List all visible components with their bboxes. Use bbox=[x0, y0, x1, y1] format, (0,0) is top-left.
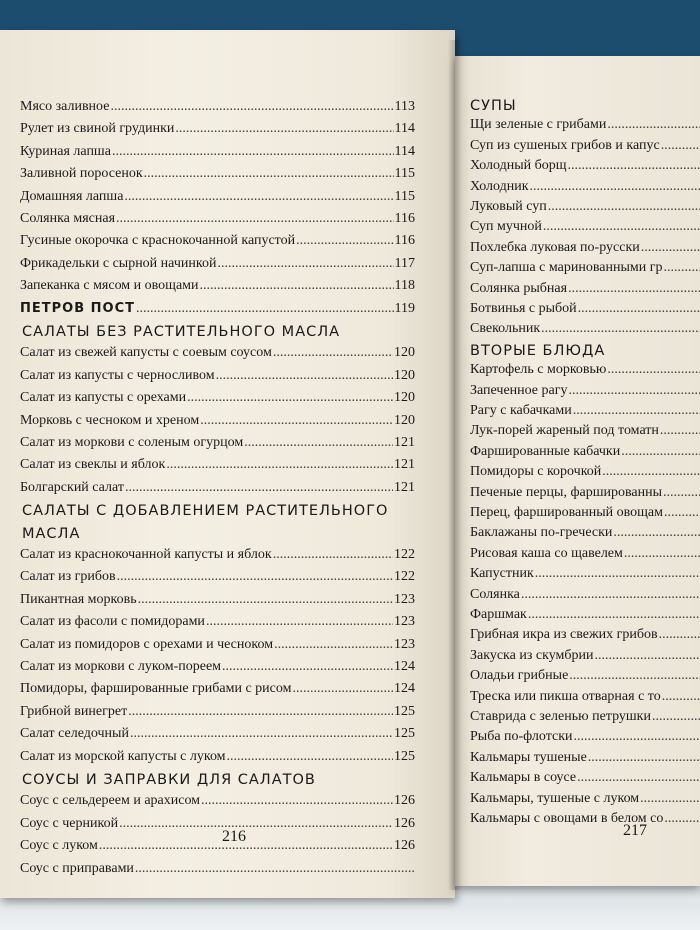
toc-leader-dots bbox=[624, 544, 700, 564]
toc-entry-page: 121 bbox=[394, 435, 415, 450]
toc-entry-page: 121 bbox=[394, 457, 415, 473]
toc-entry-page: 122 bbox=[394, 547, 415, 562]
toc-leader-dots bbox=[588, 748, 700, 768]
toc-entry-title: Щи зеленые с грибами bbox=[470, 117, 607, 133]
toc-entry bbox=[20, 590, 415, 610]
toc-entry-title: Лук-порей жареный под томатн bbox=[470, 423, 659, 439]
toc-entry-page: 114 bbox=[394, 143, 415, 159]
toc-entry-title: Куриная лапша bbox=[20, 143, 111, 159]
toc-entry bbox=[20, 164, 415, 184]
toc-entry-title: Закуска из скумбрии bbox=[470, 647, 594, 663]
toc-entry bbox=[20, 231, 415, 251]
toc-leader-dots bbox=[660, 421, 700, 441]
toc-entry bbox=[20, 836, 415, 856]
toc-leader-dots bbox=[244, 433, 393, 453]
toc-entry-title: Фрикадельки с сырной начинкой bbox=[20, 255, 217, 271]
toc-entry bbox=[20, 299, 415, 319]
toc-entry bbox=[470, 666, 700, 686]
toc-entry bbox=[470, 503, 700, 523]
toc-leader-dots bbox=[569, 666, 700, 686]
toc-entry bbox=[20, 97, 415, 117]
toc-entry-title: Помидоры с корочкой bbox=[470, 464, 602, 480]
toc-entry-page: 116 bbox=[394, 233, 415, 249]
section-heading: МАСЛА bbox=[22, 525, 81, 542]
toc-entry-page: 117 bbox=[394, 255, 415, 271]
toc-entry-page: 123 bbox=[394, 614, 415, 630]
toc-entry-title: Салат из фасоли с помидорами bbox=[20, 614, 205, 630]
left-page-number: 216 bbox=[222, 828, 246, 845]
toc-leader-dots bbox=[110, 97, 393, 117]
toc-entry-page: 116 bbox=[394, 211, 415, 226]
toc-entry-title: Салат из капусты с черносливом bbox=[20, 367, 215, 383]
toc-entry bbox=[470, 401, 700, 421]
toc-entry-page: 126 bbox=[394, 793, 415, 809]
toc-entry-title: Морковь с чесноком и хреном bbox=[20, 412, 200, 428]
toc-entry-title: Салат из краснокочанной капусты и яблок bbox=[20, 547, 272, 562]
toc-entry bbox=[470, 564, 700, 584]
toc-entry bbox=[470, 768, 700, 788]
toc-entry-page: 120 bbox=[394, 390, 415, 406]
toc-entry bbox=[470, 462, 700, 482]
toc-entry bbox=[470, 177, 700, 197]
toc-entry bbox=[470, 809, 700, 829]
toc-entry-title: Салат из свеклы и яблок bbox=[20, 457, 166, 473]
toc-entry-page: 119 bbox=[394, 300, 415, 316]
toc-entry-title: Грибной винегрет bbox=[20, 703, 128, 719]
toc-leader-dots bbox=[602, 462, 700, 482]
toc-leader-dots bbox=[119, 814, 393, 834]
toc-entry bbox=[470, 238, 700, 258]
toc-leader-dots bbox=[117, 567, 393, 587]
toc-entry-title: Грибная икра из свежих грибов bbox=[470, 627, 658, 643]
toc-leader-dots bbox=[661, 136, 700, 156]
toc-entry bbox=[20, 187, 415, 207]
toc-leader-dots bbox=[613, 523, 700, 543]
toc-entry-page: 120 bbox=[394, 367, 415, 383]
toc-entry-title: Соус с сельдереем и арахисом bbox=[20, 793, 201, 809]
book-gutter bbox=[448, 40, 462, 890]
toc-entry bbox=[20, 567, 415, 587]
toc-entry-title: Домашняя лапша bbox=[20, 188, 124, 204]
toc-entry-title: Кальмары, тушеные с луком bbox=[470, 790, 640, 806]
toc-leader-dots bbox=[594, 646, 700, 666]
toc-entry-page: 125 bbox=[394, 748, 415, 764]
toc-leader-dots bbox=[664, 503, 700, 523]
toc-entry-page: 120 bbox=[394, 412, 415, 428]
toc-leader-dots bbox=[274, 635, 393, 655]
toc-entry bbox=[470, 605, 700, 625]
toc-entry-title: Салат из грибов bbox=[20, 569, 116, 585]
toc-leader-dots bbox=[175, 119, 393, 139]
toc-entry bbox=[20, 859, 415, 879]
toc-entry-page: 124 bbox=[394, 681, 415, 697]
toc-entry-title: Рагу с кабачками bbox=[470, 403, 572, 418]
toc-entry bbox=[470, 115, 700, 135]
section-heading: САЛАТЫ С ДОБАВЛЕНИЕМ РАСТИТЕЛЬНОГО bbox=[22, 503, 389, 520]
toc-entry-page: 118 bbox=[394, 278, 415, 294]
toc-entry bbox=[20, 635, 415, 655]
toc-leader-dots bbox=[607, 115, 700, 135]
toc-entry bbox=[20, 478, 415, 498]
toc-leader-dots bbox=[201, 791, 393, 811]
toc-entry bbox=[470, 687, 700, 707]
toc-leader-dots bbox=[296, 231, 393, 251]
toc-leader-dots bbox=[578, 299, 700, 319]
toc-entry bbox=[470, 727, 700, 747]
toc-entry-title: Кальмары с овощами в белом со bbox=[470, 811, 664, 826]
toc-entry-title: Солянка bbox=[470, 586, 520, 602]
toc-entry-title: Суп мучной bbox=[470, 219, 542, 235]
toc-entry bbox=[20, 679, 415, 699]
toc-entry-title: Солянка рыбная bbox=[470, 280, 568, 296]
toc-entry bbox=[470, 156, 700, 176]
toc-entry bbox=[20, 276, 415, 296]
toc-leader-dots bbox=[200, 276, 394, 296]
toc-entry bbox=[20, 433, 415, 453]
toc-entry-title: Соус с приправами bbox=[20, 860, 134, 876]
toc-entry-page: 125 bbox=[394, 703, 415, 719]
toc-entry-page: 120 bbox=[394, 345, 415, 361]
toc-entry-title: Соус с луком bbox=[20, 838, 98, 854]
toc-entry bbox=[470, 442, 700, 462]
toc-leader-dots bbox=[577, 768, 700, 788]
toc-leader-dots bbox=[222, 657, 393, 677]
toc-leader-dots bbox=[130, 724, 393, 744]
toc-leader-dots bbox=[621, 442, 700, 462]
toc-entry-title: Луковый суп bbox=[470, 199, 547, 214]
toc-leader-dots bbox=[200, 411, 393, 431]
toc-entry-title: Салат из помидоров с орехами и чесноком bbox=[20, 636, 274, 652]
right-page-number: 217 bbox=[623, 822, 647, 839]
toc-entry bbox=[470, 483, 700, 503]
toc-entry-title: Салат из моркови с луком-пореем bbox=[20, 659, 222, 674]
toc-entry-title: Кальмары тушеные bbox=[470, 749, 587, 765]
toc-entry bbox=[20, 411, 415, 431]
toc-entry-title: Салат селедочный bbox=[20, 726, 129, 742]
toc-entry-title: Мясо заливное bbox=[20, 99, 110, 114]
toc-entry bbox=[20, 791, 415, 811]
toc-leader-dots bbox=[641, 238, 700, 258]
toc-entry-page: 125 bbox=[394, 726, 415, 742]
toc-entry-title: Ставрида с зеленью петрушки bbox=[470, 709, 651, 724]
toc-entry-page: 115 bbox=[394, 188, 415, 204]
toc-entry-title: Картофель с морковью bbox=[470, 362, 607, 378]
toc-entry-page: 126 bbox=[394, 838, 415, 854]
toc-entry-title: Запеченное рагу bbox=[470, 382, 568, 398]
toc-entry bbox=[470, 544, 700, 564]
toc-leader-dots bbox=[573, 401, 700, 421]
toc-entry-title: Салат из свежей капусты с соевым соусом bbox=[20, 345, 272, 361]
toc-leader-dots bbox=[663, 258, 700, 278]
toc-leader-dots bbox=[187, 388, 393, 408]
toc-entry bbox=[470, 258, 700, 278]
toc-entry-title: Болгарский салат bbox=[20, 479, 124, 495]
toc-entry-title: Рисовая каша со щавелем bbox=[470, 545, 623, 561]
toc-leader-dots bbox=[138, 590, 393, 610]
section-heading: СОУСЫ И ЗАПРАВКИ ДЛЯ САЛАТОВ bbox=[22, 772, 316, 788]
toc-entry-title: Ботвинья с рыбой bbox=[470, 301, 577, 316]
toc-entry-title: Заливной поросенок bbox=[20, 166, 143, 182]
toc-entry-title: Холодник bbox=[470, 178, 529, 194]
toc-entry bbox=[470, 381, 700, 401]
toc-entry-title: Помидоры, фаршированные грибами с рисом bbox=[20, 681, 292, 697]
toc-leader-dots bbox=[535, 564, 700, 584]
toc-leader-dots bbox=[548, 197, 700, 217]
toc-leader-dots bbox=[125, 478, 393, 498]
toc-leader-dots bbox=[128, 702, 393, 722]
toc-entry bbox=[470, 789, 700, 809]
toc-entry bbox=[20, 814, 415, 834]
toc-leader-dots bbox=[216, 366, 393, 386]
toc-entry-title: Перец, фаршированный овощам bbox=[470, 505, 663, 520]
toc-entry-title: Салат из моркови с соленым огурцом bbox=[20, 435, 244, 450]
toc-entry-title: Салат из морской капусты с луком bbox=[20, 748, 226, 764]
toc-entry bbox=[20, 209, 415, 229]
toc-entry bbox=[470, 299, 700, 319]
toc-leader-dots bbox=[640, 789, 700, 809]
toc-entry-title: Солянка мясная bbox=[20, 211, 116, 226]
toc-entry bbox=[470, 748, 700, 768]
toc-entry-page: 113 bbox=[394, 99, 415, 114]
toc-leader-dots bbox=[574, 727, 700, 747]
toc-entry bbox=[470, 707, 700, 727]
toc-leader-dots bbox=[663, 483, 700, 503]
toc-entry-page: 126 bbox=[394, 815, 415, 831]
toc-entry-page: 123 bbox=[394, 636, 415, 652]
toc-entry-title: Кальмары в соусе bbox=[470, 770, 577, 786]
toc-leader-dots bbox=[135, 859, 414, 879]
toc-leader-dots bbox=[568, 156, 700, 176]
toc-leader-dots bbox=[292, 679, 393, 699]
toc-entry bbox=[470, 217, 700, 237]
toc-entry bbox=[470, 360, 700, 380]
toc-entry-page: 114 bbox=[394, 121, 415, 137]
toc-leader-dots bbox=[112, 142, 394, 162]
toc-entry-title: Салат из капусты с орехами bbox=[20, 390, 187, 406]
toc-leader-dots bbox=[659, 625, 700, 645]
toc-entry-page: 124 bbox=[394, 659, 415, 674]
toc-entry-title: Фаршированные кабачки bbox=[470, 443, 621, 459]
toc-entry bbox=[470, 585, 700, 605]
toc-leader-dots bbox=[206, 612, 393, 632]
toc-entry-title: Запеканка с мясом и овощами bbox=[20, 278, 199, 294]
toc-entry bbox=[470, 523, 700, 543]
toc-leader-dots bbox=[568, 279, 700, 299]
toc-entry-title: Баклажаны по-гречески bbox=[470, 525, 613, 541]
toc-leader-dots bbox=[136, 299, 394, 319]
toc-leader-dots bbox=[543, 217, 700, 237]
toc-entry bbox=[20, 545, 415, 565]
toc-entry-page: 115 bbox=[394, 166, 415, 182]
toc-leader-dots bbox=[124, 187, 393, 207]
toc-leader-dots bbox=[530, 177, 700, 197]
toc-entry bbox=[470, 625, 700, 645]
toc-leader-dots bbox=[664, 809, 700, 829]
toc-leader-dots bbox=[217, 254, 393, 274]
toc-entry-title: Оладьи грибные bbox=[470, 668, 569, 684]
toc-entry bbox=[20, 724, 415, 744]
toc-leader-dots bbox=[144, 164, 394, 184]
toc-entry bbox=[20, 702, 415, 722]
section-heading: СУПЫ bbox=[470, 98, 517, 114]
toc-entry bbox=[20, 747, 415, 767]
toc-entry bbox=[470, 136, 700, 156]
toc-leader-dots bbox=[541, 319, 700, 339]
toc-entry-title: Рулет из свиной грудинки bbox=[20, 121, 175, 137]
toc-entry bbox=[470, 421, 700, 441]
toc-entry-title: Холодный борщ bbox=[470, 158, 567, 174]
toc-entry bbox=[20, 142, 415, 162]
toc-entry-title: Печеные перцы, фаршированны bbox=[470, 484, 663, 500]
section-heading: САЛАТЫ БЕЗ РАСТИТЕЛЬНОГО МАСЛА bbox=[22, 324, 341, 340]
toc-leader-dots bbox=[273, 343, 393, 363]
section-heading: ВТОРЫЕ БЛЮДА bbox=[470, 342, 606, 359]
toc-entry-page: 121 bbox=[394, 479, 415, 495]
toc-entry-title: Похлебка луковая по-русски bbox=[470, 239, 640, 255]
toc-entry-title: Свекольник bbox=[470, 321, 541, 337]
toc-entry-title: Рыба по-флотски bbox=[470, 729, 573, 745]
toc-leader-dots bbox=[607, 360, 700, 380]
toc-entry bbox=[20, 366, 415, 386]
toc-entry bbox=[470, 197, 700, 217]
toc-leader-dots bbox=[521, 585, 700, 605]
toc-entry bbox=[470, 279, 700, 299]
toc-entry-title: Гусиные окорочка с краснокочанной капустой bbox=[20, 233, 296, 249]
toc-entry-title: Суп-лапша с маринованными гр bbox=[470, 260, 663, 276]
toc-entry-title: Фаршмак bbox=[470, 607, 527, 622]
toc-entry bbox=[20, 343, 415, 363]
toc-leader-dots bbox=[662, 687, 700, 707]
toc-entry-page: 122 bbox=[394, 569, 415, 585]
toc-entry-title: ПЕТРОВ ПОСТ bbox=[20, 300, 135, 316]
toc-entry-title: Пикантная морковь bbox=[20, 591, 137, 607]
toc-entry-page: 123 bbox=[394, 591, 415, 607]
toc-leader-dots bbox=[273, 545, 393, 565]
toc-entry-title: Капустник bbox=[470, 566, 534, 582]
toc-entry bbox=[470, 646, 700, 666]
toc-entry-title: Треска или пикша отварная с то bbox=[470, 688, 661, 704]
toc-entry bbox=[20, 455, 415, 475]
toc-entry-title: Соус с черникой bbox=[20, 815, 119, 831]
toc-entry bbox=[20, 254, 415, 274]
toc-entry-title: Суп из сушеных грибов и капус bbox=[470, 137, 660, 153]
toc-entry bbox=[20, 388, 415, 408]
toc-leader-dots bbox=[166, 455, 393, 475]
toc-entry bbox=[20, 612, 415, 632]
toc-leader-dots bbox=[568, 381, 700, 401]
toc-entry bbox=[470, 319, 700, 339]
toc-leader-dots bbox=[528, 605, 700, 625]
toc-entry bbox=[20, 657, 415, 677]
toc-leader-dots bbox=[227, 747, 393, 767]
toc-leader-dots bbox=[652, 707, 700, 727]
toc-leader-dots bbox=[116, 209, 393, 229]
toc-entry bbox=[20, 119, 415, 139]
